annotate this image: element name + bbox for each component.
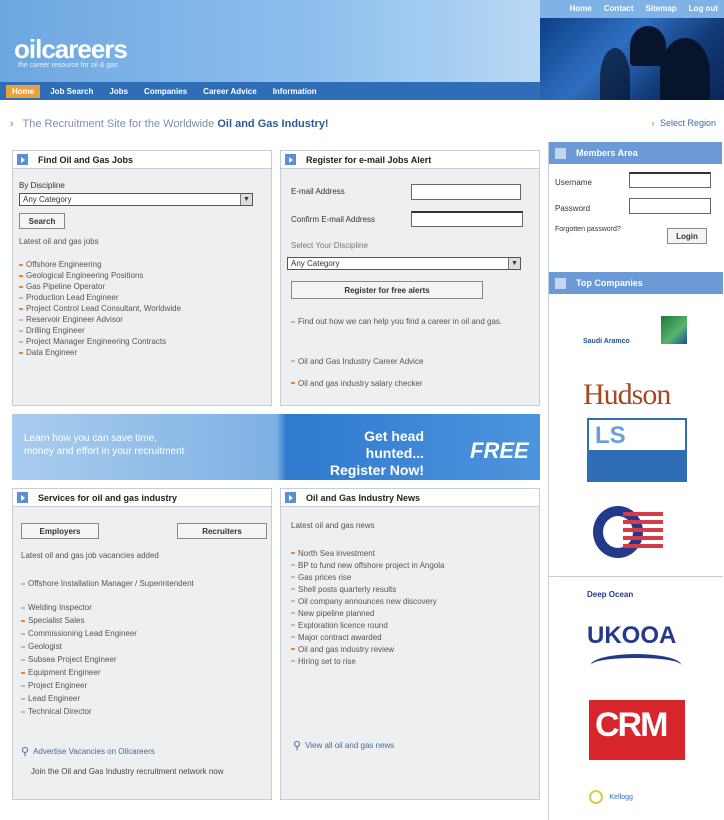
advertise-link[interactable]: ⚲ Advertise Vacancies on Oilcareers — [21, 746, 155, 758]
services-list — [21, 579, 265, 718]
members-title: Members Area — [576, 148, 638, 158]
tab-employers[interactable]: Employers — [21, 523, 99, 539]
main-nav — [0, 82, 540, 100]
panel-header — [281, 489, 539, 507]
news-heading: Latest oil and gas news — [291, 521, 375, 530]
register-button[interactable]: Register for free alerts — [291, 281, 483, 299]
alert-select-value: Any Category — [291, 259, 340, 268]
companies-title: Top Companies — [576, 278, 643, 288]
members-header — [549, 142, 722, 164]
network-link[interactable]: Join the Oil and Gas Industry recruitment network now — [31, 767, 224, 776]
company-logo[interactable] — [587, 622, 687, 692]
services-heading: Latest oil and gas job vacancies added — [21, 551, 159, 560]
logo-text: Saudi Aramco — [583, 338, 630, 345]
panel-title: Oil and Gas Industry News — [306, 492, 421, 503]
panel-arrow-icon — [285, 492, 296, 503]
list-item[interactable]: Welding Inspector — [21, 601, 265, 614]
list-item[interactable]: Gas Pipeline Operator — [19, 281, 267, 292]
top-link-contact[interactable]: Contact — [603, 4, 634, 13]
nav-job-search[interactable]: Job Search — [50, 86, 94, 96]
logo-circle-icon — [589, 790, 603, 804]
list-item[interactable]: Geological Engineering Positions — [19, 270, 267, 281]
banner-left-text: Learn how you can save time, money and effort in your recruitment — [24, 433, 185, 457]
banner-right-text: Get head hunted... Register Now! — [329, 428, 424, 478]
list-item[interactable]: Equipment Engineer — [21, 666, 265, 679]
forgot-password-link[interactable]: Forgotten password? — [555, 226, 621, 233]
discipline-label: By Discipline — [19, 181, 65, 190]
top-link-home[interactable]: Home — [569, 4, 592, 13]
alert-links — [291, 317, 527, 391]
discipline-select[interactable] — [19, 193, 253, 206]
list-item[interactable]: Oil and Gas Industry Career Advice — [291, 347, 527, 375]
nav-information[interactable]: Information — [272, 86, 317, 96]
list-item[interactable]: North Sea investment — [291, 547, 531, 559]
magnifier-icon: ⚲ — [293, 740, 302, 752]
panel-title: Register for e-mail Jobs Alert — [306, 154, 432, 165]
nav-career-advice[interactable]: Career Advice — [203, 86, 257, 96]
company-logo[interactable] — [587, 418, 687, 482]
list-item[interactable]: Shell posts quarterly results — [291, 583, 531, 595]
discipline-select-value: Any Category — [23, 195, 72, 204]
company-logo[interactable]: Deep Ocean — [587, 590, 634, 599]
username-label: Username — [555, 178, 592, 187]
news-list — [291, 547, 531, 667]
email-field[interactable] — [411, 184, 521, 200]
list-item[interactable]: Production Lead Engineer — [19, 292, 267, 303]
latest-jobs-heading: Latest oil and gas jobs — [19, 237, 99, 246]
logo-text: CRM — [595, 706, 667, 744]
search-button[interactable]: Search — [19, 213, 65, 229]
site-header — [0, 0, 724, 100]
login-button[interactable]: Login — [667, 228, 707, 244]
company-logo[interactable] — [583, 316, 693, 356]
list-item[interactable]: Oil and gas industry salary checker — [291, 375, 527, 391]
view-news-link[interactable]: ⚲ View all oil and gas news — [293, 740, 395, 752]
list-item[interactable]: Geologist — [21, 640, 265, 653]
list-item[interactable]: Oil company announces new discovery — [291, 595, 531, 607]
confirm-email-field[interactable] — [411, 211, 523, 227]
arrow-icon: › — [651, 118, 655, 128]
tab-recruiters[interactable]: Recruiters — [177, 523, 267, 539]
nav-jobs[interactable]: Jobs — [109, 86, 129, 96]
discipline-label: Select Your Discipline — [291, 241, 368, 250]
strapline-text: The Recruitment Site for the Worldwide — [22, 118, 215, 130]
panel-arrow-icon — [17, 492, 28, 503]
site-logo[interactable]: oilcareers — [14, 34, 127, 64]
panel-title: Services for oil and gas industry — [38, 492, 178, 503]
headhunt-banner[interactable] — [12, 414, 540, 480]
list-item[interactable]: Reservoir Engineer Advisor — [19, 314, 267, 325]
services-panel — [12, 488, 272, 800]
company-logo[interactable]: Hudson — [583, 378, 671, 411]
panel-header — [13, 489, 271, 507]
panel-arrow-icon — [555, 278, 566, 289]
list-item[interactable]: Gas prices rise — [291, 571, 531, 583]
list-item[interactable]: Project Manager Engineering Contracts — [19, 336, 267, 347]
top-links — [570, 4, 718, 13]
list-item[interactable]: BP to fund new offshore project in Angola — [291, 559, 531, 571]
list-item[interactable]: Drilling Engineer — [19, 325, 267, 336]
strapline — [10, 118, 329, 130]
nav-home[interactable]: Home — [6, 85, 40, 98]
list-item[interactable]: Hiring set to rise — [291, 655, 531, 667]
list-item[interactable]: Find out how we can help you find a career in oil and gas. — [291, 317, 527, 347]
news-panel — [280, 488, 540, 800]
list-item[interactable]: New pipeline planned — [291, 607, 531, 619]
logo-text: UKOOA — [587, 622, 677, 649]
strapline-emphasis: Oil and Gas Industry! — [217, 118, 329, 130]
list-item[interactable]: Lead Engineer — [21, 692, 265, 705]
list-item[interactable]: Technical Director — [21, 705, 265, 718]
header-photo — [540, 18, 724, 100]
password-label: Password — [555, 204, 591, 213]
list-item[interactable]: Project Control Lead Consultant, Worldwide — [19, 303, 267, 314]
panel-title: Find Oil and Gas Jobs — [38, 154, 134, 165]
list-item[interactable]: Specialist Sales — [21, 614, 265, 627]
panel-arrow-icon — [555, 148, 566, 159]
region-link[interactable] — [651, 118, 716, 128]
list-item[interactable]: Project Engineer — [21, 679, 265, 692]
list-item[interactable]: Commissioning Lead Engineer — [21, 627, 265, 640]
list-item[interactable]: Major contract awarded — [291, 631, 531, 643]
list-item[interactable]: Data Engineer — [19, 347, 267, 358]
region-link-label: Select Region — [659, 118, 716, 128]
right-sidebar — [548, 142, 722, 820]
site-tagline: the career resource for oil & gas — [18, 62, 118, 69]
panel-arrow-icon — [17, 154, 28, 165]
username-field[interactable] — [629, 172, 711, 188]
companies-header — [549, 272, 723, 294]
arrow-icon: › — [10, 118, 14, 130]
free-label: FREE — [470, 438, 529, 463]
logo-text: LS — [595, 422, 626, 449]
find-jobs-panel — [12, 150, 272, 406]
latest-jobs-list — [19, 259, 267, 358]
panel-arrow-icon — [285, 154, 296, 165]
panel-header — [13, 151, 271, 169]
password-field[interactable] — [629, 198, 711, 214]
top-link-sitemap[interactable]: Sitemap — [645, 4, 677, 13]
top-link-logout[interactable]: Log out — [688, 4, 718, 13]
alert-discipline-select[interactable] — [287, 257, 521, 270]
panel-header — [281, 151, 539, 169]
list-item[interactable]: Offshore Engineering — [19, 259, 267, 270]
company-logo[interactable] — [589, 790, 689, 810]
list-item[interactable]: Exploration licence round — [291, 619, 531, 631]
confirm-email-label: Confirm E-mail Address — [291, 215, 376, 224]
logo-text: Kellogg — [609, 793, 633, 801]
nav-companies[interactable]: Companies — [144, 86, 188, 96]
list-item[interactable]: Subsea Project Engineer — [21, 653, 265, 666]
email-label: E-mail Address — [291, 187, 345, 196]
magnifier-icon: ⚲ — [21, 746, 30, 758]
chevron-down-icon: ▼ — [240, 194, 252, 205]
list-item[interactable]: Offshore Installation Manager / Superintendent — [21, 579, 265, 601]
company-logo[interactable] — [593, 502, 673, 562]
list-item[interactable]: Oil and gas industry review — [291, 643, 531, 655]
job-alert-panel — [280, 150, 540, 406]
chevron-down-icon: ▼ — [508, 258, 520, 269]
company-logo[interactable] — [589, 700, 685, 760]
